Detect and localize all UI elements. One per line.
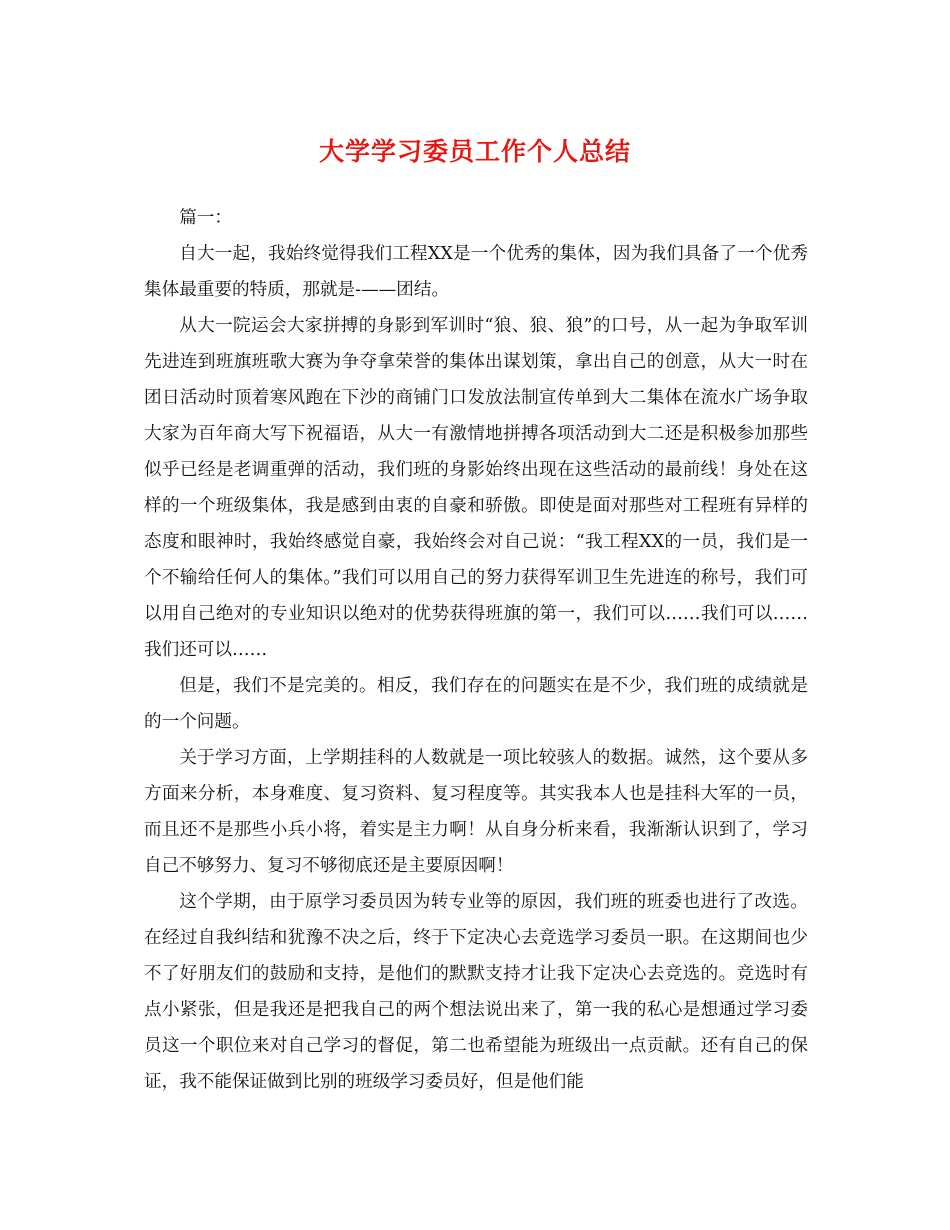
paragraph: 从大一院运会大家拼搏的身影到军训时“狼、狼、狼”的口号，从一起为争取军训先进连到班旗班歌大赛为争夺拿荣誉的集体出谋划策，拿出自己的创意，从大一时在团日活动时顶着寒风跑在下沙的商铺门口发放法制宣传单到大二集体在流水广场争取大家为百年商大写下祝福语，从大一有激情地拼搏各项活动到大二还是积极参加那些似乎已经是老调重弹的活动，我们班的身影始终出现在这些活动的最前线！身处在这样的一个班级集体，我是感到由衷的自豪和骄傲。即使是面对那些对工程班有异样的态度和眼神时，我始终感觉自豪，我始终会对自己说：“我工程XX的一员，我们是一个不输给任何人的集体。”我们可以用自己的努力获得军训卫生先进连的称号，我们可以用自己绝对的专业知识以绝对的优势获得班旗的第一，我们可以……我们可以……我们还可以…… bbox=[144, 316, 808, 660]
paragraph: 这个学期，由于原学习委员因为转专业等的原因，我们班的班委也进行了改选。在经过自我纠结和犹豫不决之后，终于下定决心去竞选学习委员一职。在这期间也少不了好朋友们的鼓励和支持，是他们的默默支持才让我下定决心去竞选的。竞选时有点小紧张，但是我还是把我自己的两个想法说出来了，第一我的私心是想通过学习委员这一个职位来对自己学习的督促，第二也希望能为班级出一点贡献。还有自己的保证，我不能保证做到比别的班级学习委员好，但是他们能 bbox=[144, 892, 808, 1092]
paragraph: 自大一起，我始终觉得我们工程XX是一个优秀的集体，因为我们具备了一个优秀集体最重要的特质，那就是-——团结。 bbox=[144, 244, 808, 300]
paragraph: 关于学习方面，上学期挂科的人数就是一项比较骇人的数据。诚然，这个要从多方面来分析，本身难度、复习资料、复习程度等。其实我本人也是挂科大军的一员，而且还不是那些小兵小将，着实是主力啊！从自身分析来看，我渐渐认识到了，学习自己不够努力、复习不够彻底还是主要原因啊！ bbox=[144, 748, 808, 876]
paragraph: 但是，我们不是完美的。相反，我们存在的问题实在是不少，我们班的成绩就是的一个问题。 bbox=[144, 676, 808, 732]
document-body bbox=[144, 200, 808, 1100]
document-title: 大学学习委员工作个人总结 bbox=[318, 137, 631, 166]
section-heading: 篇一： bbox=[179, 208, 232, 228]
